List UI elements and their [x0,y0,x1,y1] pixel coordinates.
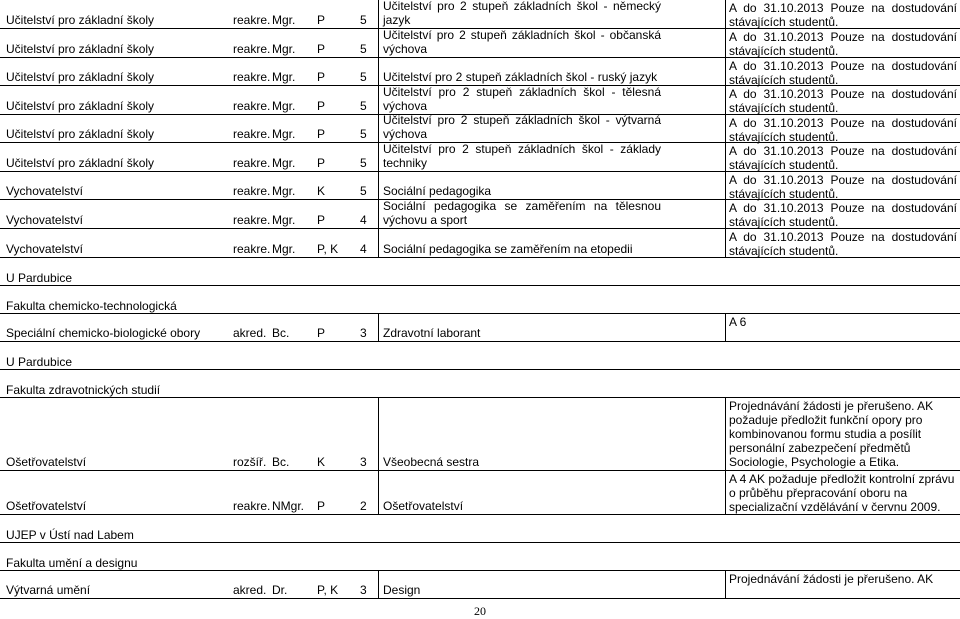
section-heading: Fakulta zdravotnických studií [6,383,161,397]
cell-spec: Ošetřovatelství [383,499,464,513]
column-divider [725,471,726,515]
cell-spec: Učitelství pro 2 stupeň základních škol - tělesná výchova [383,85,661,113]
cell-obor: Vychovatelství [6,184,83,198]
table-row [0,172,960,200]
section-heading: U Pardubice [6,355,73,369]
column-divider [725,115,726,143]
cell-typ: Mgr. [272,156,296,170]
section-heading-row [0,370,960,398]
column-divider [378,86,379,115]
cell-typ: Bc. [272,326,290,340]
table-row [0,115,960,143]
cell-akt: reakre. [233,99,271,113]
section-heading-row [0,286,960,314]
cell-typ: Mgr. [272,99,296,113]
cell-doba: 5 [360,42,367,56]
cell-obor: Výtvarná umění [6,583,91,597]
cell-typ: Bc. [272,455,290,469]
cell-spec: Učitelství pro 2 stupeň základních škol - výtvarná výchova [383,113,661,141]
cell-obor: Učitelství pro základní školy [6,70,155,84]
cell-obor: Učitelství pro základní školy [6,13,155,27]
column-divider [378,200,379,229]
cell-spec: Sociální pedagogika [383,184,492,198]
cell-pozn: A 6 [729,315,747,329]
cell-doba: 2 [360,499,367,513]
column-divider [725,86,726,115]
cell-typ: Mgr. [272,70,296,84]
cell-spec: Učitelství pro 2 stupeň základních škol - ruský jazyk [383,70,658,84]
cell-akt: akred. [233,583,267,597]
table-row [0,571,960,599]
cell-doba: 4 [360,242,367,256]
section-heading: U Pardubice [6,271,73,285]
section-heading-row [0,515,960,543]
cell-obor: Ošetřovatelství [6,499,87,513]
column-divider [378,471,379,515]
cell-forma: P [317,127,326,141]
column-divider [725,143,726,172]
column-divider [378,314,379,342]
cell-obor: Speciální chemicko-biologické obory [6,326,201,340]
cell-pozn: A do 31.10.2013 Pouze na dostudování stávajících studentů. [729,87,957,115]
section-heading: Fakulta umění a designu [6,556,138,570]
cell-spec: Sociální pedagogika se zaměřením na tělesnou výchovu a sport [383,199,661,227]
column-divider [725,29,726,58]
table-row [0,86,960,115]
section-heading-row [0,258,960,286]
cell-pozn: A do 31.10.2013 Pouze na dostudování stávajících studentů. [729,59,957,87]
column-divider [378,58,379,86]
cell-typ: NMgr. [272,499,305,513]
cell-akt: reakre. [233,213,271,227]
cell-obor: Vychovatelství [6,213,83,227]
cell-akt: akred. [233,326,267,340]
cell-spec: Učitelství pro 2 stupeň základních škol - německý jazyk [383,0,661,27]
cell-pozn: A do 31.10.2013 Pouze na dostudování stávajících studentů. [729,116,957,144]
table-row [0,398,960,471]
cell-spec: Učitelství pro 2 stupeň základních škol - základy techniky [383,142,661,170]
cell-doba: 5 [360,13,367,27]
cell-forma: P [317,499,326,513]
cell-typ: Mgr. [272,242,296,256]
column-divider [378,29,379,58]
cell-pozn: A 4 AK požaduje předložit kontrolní zprávu o průběhu přepracování oboru na specializační vzdělávání v červnu 2009. [729,472,955,514]
cell-forma: P, K [317,583,339,597]
table-row [0,314,960,342]
cell-pozn: A do 31.10.2013 Pouze na dostudování stávajících studentů. [729,1,957,29]
cell-pozn: A do 31.10.2013 Pouze na dostudování stávajících studentů. [729,30,957,58]
cell-typ: Mgr. [272,127,296,141]
cell-forma: P [317,213,326,227]
cell-spec: Všeobecná sestra [383,455,480,469]
cell-pozn: A do 31.10.2013 Pouze na dostudování stávajících studentů. [729,173,957,201]
cell-spec: Učitelství pro 2 stupeň základních škol - občanská výchova [383,28,661,56]
cell-akt: reakre. [233,127,271,141]
column-divider [378,229,379,258]
cell-spec: Zdravotní laborant [383,326,481,340]
cell-akt: rozšíř. [233,455,267,469]
cell-pozn: A do 31.10.2013 Pouze na dostudování stávajících studentů. [729,144,957,172]
cell-akt: reakre. [233,184,271,198]
column-divider [725,0,726,29]
column-divider [725,229,726,258]
cell-doba: 5 [360,70,367,84]
cell-forma: P [317,326,326,340]
cell-doba: 5 [360,156,367,170]
cell-spec: Design [383,583,421,597]
cell-typ: Dr. [272,583,288,597]
cell-doba: 3 [360,326,367,340]
column-divider [725,314,726,342]
cell-doba: 3 [360,583,367,597]
column-divider [725,58,726,86]
cell-doba: 5 [360,184,367,198]
cell-doba: 5 [360,127,367,141]
cell-obor: Učitelství pro základní školy [6,127,155,141]
column-divider [378,398,379,471]
cell-forma: P [317,156,326,170]
table-row [0,29,960,58]
cell-forma: P [317,99,326,113]
table-row [0,143,960,172]
section-heading: UJEP v Ústí nad Labem [6,528,134,542]
cell-obor: Učitelství pro základní školy [6,42,155,56]
cell-pozn: Projednávání žádosti je přerušeno. AK [729,572,934,586]
cell-typ: Mgr. [272,213,296,227]
cell-akt: reakre. [233,42,271,56]
column-divider [725,200,726,229]
cell-akt: reakre. [233,242,271,256]
cell-akt: reakre. [233,70,271,84]
cell-obor: Učitelství pro základní školy [6,156,155,170]
table-row [0,229,960,258]
column-divider [378,571,379,599]
table-row [0,471,960,515]
cell-forma: K [317,184,326,198]
column-divider [725,571,726,599]
column-divider [725,172,726,200]
cell-pozn: A do 31.10.2013 Pouze na dostudování stávajících studentů. [729,201,957,229]
cell-akt: reakre. [233,13,271,27]
column-divider [725,398,726,471]
cell-forma: P, K [317,242,339,256]
cell-doba: 4 [360,213,367,227]
column-divider [378,0,379,29]
cell-spec: Sociální pedagogika se zaměřením na etopedii [383,242,633,256]
section-heading-row [0,342,960,370]
cell-obor: Učitelství pro základní školy [6,99,155,113]
cell-typ: Mgr. [272,184,296,198]
cell-doba: 3 [360,455,367,469]
cell-obor: Vychovatelství [6,242,83,256]
cell-forma: P [317,13,326,27]
cell-typ: Mgr. [272,13,296,27]
cell-akt: reakre. [233,499,271,513]
cell-typ: Mgr. [272,42,296,56]
cell-pozn: A do 31.10.2013 Pouze na dostudování stávajících studentů. [729,230,957,258]
cell-obor: Ošetřovatelství [6,455,87,469]
cell-pozn: Projednávání žádosti je přerušeno. AK požaduje předložit funkční opory pro kombinovanou formu studia a posílit personální zabezpečení předmětů Sociologie, Psychologie a Etika. [729,399,934,469]
cell-forma: K [317,455,326,469]
column-divider [378,115,379,143]
section-heading: Fakulta chemicko-technologická [6,299,177,313]
table-row [0,200,960,229]
table-row [0,58,960,86]
section-heading-row [0,543,960,571]
table-row [0,0,960,29]
cell-forma: P [317,70,326,84]
column-divider [378,143,379,172]
column-divider [378,172,379,200]
page-number: 20 [474,604,486,618]
cell-akt: reakre. [233,156,271,170]
cell-doba: 5 [360,99,367,113]
cell-forma: P [317,42,326,56]
